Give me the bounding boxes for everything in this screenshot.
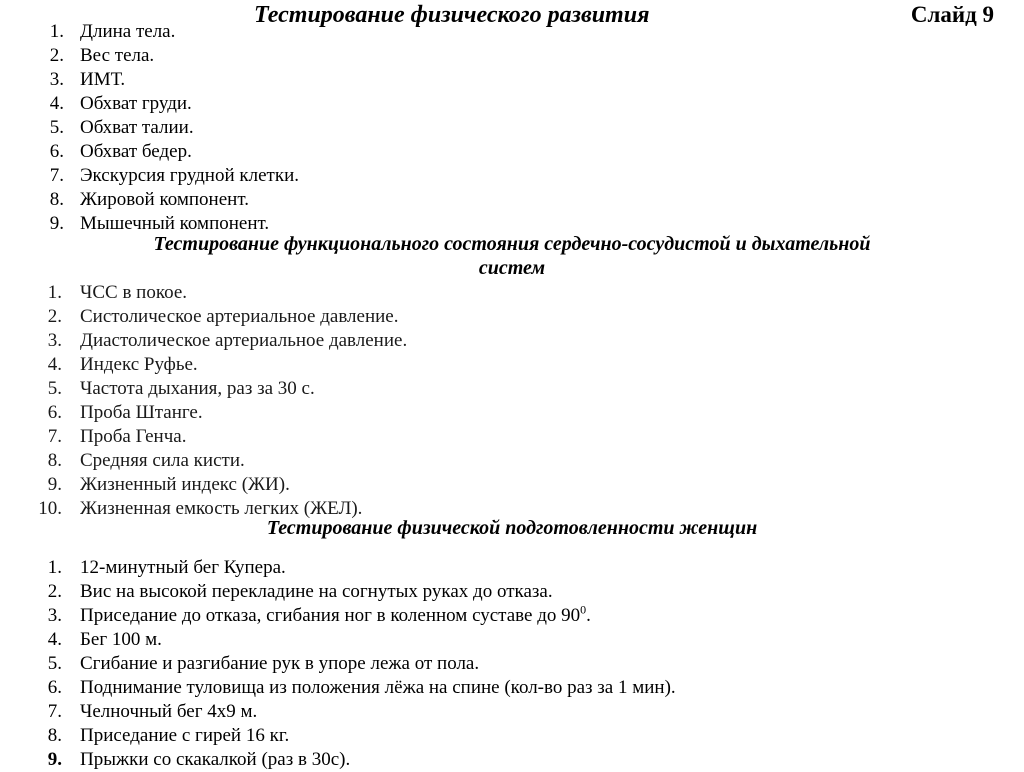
list-item	[0, 20, 299, 44]
item-text: 12-минутный бег Купера.	[80, 557, 286, 578]
functional-state-list	[0, 281, 407, 521]
item-number: 10.	[38, 498, 62, 519]
item-number: 9.	[49, 213, 64, 234]
list-item	[0, 700, 676, 724]
list-item	[0, 748, 676, 772]
degree-superscript: 0	[580, 602, 587, 617]
item-text: Обхват груди.	[80, 93, 192, 114]
item-number: 4.	[47, 354, 62, 375]
item-number: 5.	[47, 653, 62, 674]
item-number: 3.	[47, 605, 62, 626]
list-item	[0, 604, 676, 628]
item-number: 3.	[49, 69, 64, 90]
list-item	[0, 329, 407, 353]
item-text: Жизненный индекс (ЖИ).	[80, 474, 290, 495]
item-number: 2.	[47, 306, 62, 327]
list-item	[0, 353, 407, 377]
item-number: 7.	[47, 426, 62, 447]
list-item	[0, 116, 299, 140]
item-number: 2.	[47, 581, 62, 602]
item-number: 4.	[47, 629, 62, 650]
item-number: 5.	[49, 117, 64, 138]
item-text: Частота дыхания, раз за 30 с.	[80, 378, 315, 399]
item-text: Поднимание туловища из положения лёжа на спине (кол-во раз за 1 мин).	[80, 677, 676, 698]
item-number: 8.	[49, 189, 64, 210]
item-text: Мышечный компонент.	[80, 213, 270, 234]
item-text: Обхват бедер.	[80, 141, 192, 162]
item-text: Вис на высокой перекладине на согнутых руках до отказа.	[80, 581, 553, 602]
list-item	[0, 281, 407, 305]
section-heading-line: систем	[478, 257, 546, 279]
item-number: 7.	[47, 701, 62, 722]
list-item	[0, 164, 299, 188]
item-number: 8.	[47, 725, 62, 746]
list-item	[0, 401, 407, 425]
item-number: 6.	[47, 402, 62, 423]
list-item	[0, 473, 407, 497]
list-item	[0, 628, 676, 652]
item-number: 7.	[49, 165, 64, 186]
section-heading-line: Тестирование физической подготовленности женщин	[266, 517, 758, 539]
item-text: Проба Генча.	[80, 426, 187, 447]
section-heading-fitness	[0, 516, 1024, 540]
section-heading-line: Тестирование функционального состояния сердечно-сосудистой и дыхательной	[153, 233, 871, 255]
item-number: 1.	[49, 21, 64, 42]
item-text: Вес тела.	[80, 45, 155, 66]
list-item	[0, 44, 299, 68]
list-item	[0, 140, 299, 164]
item-text: Жировой компонент.	[80, 189, 249, 210]
item-number: 8.	[47, 450, 62, 471]
item-text: Приседание с гирей 16 кг.	[80, 725, 290, 746]
item-number: 5.	[47, 378, 62, 399]
list-item	[0, 652, 676, 676]
list-item	[0, 377, 407, 401]
item-text: Экскурсия грудной клетки.	[80, 165, 299, 186]
list-item	[0, 425, 407, 449]
physical-development-list	[0, 20, 299, 236]
fitness-tests-list	[0, 556, 676, 772]
item-text: Индекс Руфье.	[80, 354, 198, 375]
item-text: Обхват талии.	[80, 117, 194, 138]
item-text: Приседание до отказа, сгибания ног в коленном суставе до 90	[80, 605, 581, 626]
item-text: Прыжки со скакалкой (раз в 30с).	[80, 749, 351, 770]
item-number: 1.	[47, 557, 62, 578]
item-number: 9.	[47, 749, 62, 770]
item-number: 6.	[47, 677, 62, 698]
list-item	[0, 188, 299, 212]
item-text-tail: .	[586, 605, 591, 626]
page-title: Тестирование физического развития	[254, 2, 650, 28]
item-text: Проба Штанге.	[80, 402, 203, 423]
item-text: ЧСС в покое.	[80, 282, 188, 303]
item-number: 3.	[47, 330, 62, 351]
item-text: Жизненная емкость легких (ЖЕЛ).	[80, 498, 363, 519]
item-number: 9.	[47, 474, 62, 495]
slide-label: Слайд 9	[910, 2, 994, 27]
item-number: 1.	[47, 282, 62, 303]
item-text: Диастолическое артериальное давление.	[80, 330, 408, 351]
item-text: Длина тела.	[80, 21, 176, 42]
list-item	[0, 68, 299, 92]
list-item	[0, 580, 676, 604]
item-number: 2.	[49, 45, 64, 66]
list-item	[0, 676, 676, 700]
item-text: Челночный бег 4х9 м.	[80, 701, 258, 722]
section-heading-functional	[0, 232, 1024, 280]
item-number: 4.	[49, 93, 64, 114]
list-item	[0, 449, 407, 473]
list-item	[0, 305, 407, 329]
item-text: ИМТ.	[80, 69, 126, 90]
list-item	[0, 556, 676, 580]
list-item	[0, 724, 676, 748]
item-text: Средняя сила кисти.	[80, 450, 245, 471]
item-number: 6.	[49, 141, 64, 162]
item-text: Сгибание и разгибание рук в упоре лежа от пола.	[80, 653, 480, 674]
item-text: Систолическое артериальное давление.	[80, 306, 399, 327]
item-text: Бег 100 м.	[80, 629, 162, 650]
list-item	[0, 92, 299, 116]
